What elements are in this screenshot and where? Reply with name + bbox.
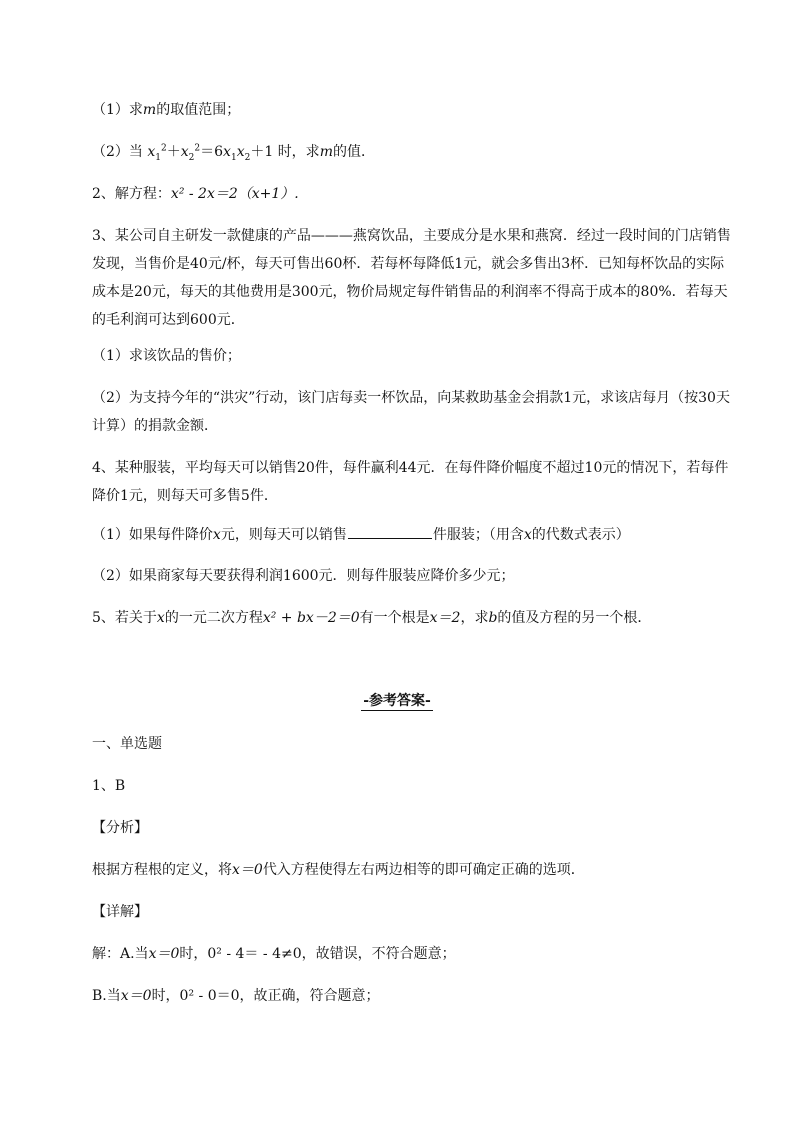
- analysis-text: 根据方程根的定义，将x＝0代入方程使得左右两边相等的即可确定正确的选项．: [92, 862, 585, 878]
- q5-equation: x² + bx－2＝0: [262, 610, 360, 626]
- q5: 5、若关于x的一元二次方程x² + bx－2＝0有一个根是x＝2，求b的值及方程的另一个根．: [92, 610, 652, 626]
- q1-equation: $x_1^2+x_2^2=6x_1x_2+1$: [147, 143, 278, 163]
- q3-sub1: （1）求该饮品的售价；: [92, 348, 241, 364]
- answer-blank[interactable]: [348, 524, 432, 539]
- answer-item: 1、B: [92, 778, 126, 794]
- q1-part2: （2）当 $x_1^2+x_2^2=6x_1x_2+1$ 时，求m的值．: [92, 143, 375, 163]
- q2-equation: x² - 2x＝2（x+1）.: [170, 186, 299, 202]
- q1-part1: （1）求m的取值范围；: [92, 102, 241, 118]
- q4-sub1: （1）如果每件降价x元，则每天可以销售 件服装；（用含x的代数式表示）: [92, 524, 630, 545]
- analysis-tag: 【分析】: [92, 820, 148, 836]
- answers-section: 一、单选题: [92, 736, 162, 752]
- q4-text: 4、某种服装，平均每天可以销售20件，每件赢利44元．在每件降价幅度不超过10元的情况下，若每件降价1元，则每天可多售5件．: [92, 460, 729, 504]
- answers-title: -参考答案-: [0, 690, 794, 711]
- detail-b: B.当x＝0时，0² - 0＝0，故正确，符合题意；: [92, 988, 380, 1004]
- detail-a: 解：A.当x＝0时，0² - 4＝ - 4≠0，故错误，不符合题意；: [92, 946, 456, 962]
- q2: 2、解方程：x² - 2x＝2（x+1）.: [92, 186, 299, 202]
- q3-text: 3、某公司自主研发一款健康的产品———燕窝饮品，主要成分是水果和燕窝．经过一段时间的门店销售发现，当售价是40元/杯，每天可售出60杯．若每杯每降低1元，就会多售出3杯．已知每杯饮品的实际成本是20元，每天的其他费用是300元，物价局规定每件销售品的利润率不得高于成本的80%．若每天的毛利润可达到600元．: [92, 228, 731, 328]
- q3-sub2: （2）为支持今年的“洪灾”行动，该门店每卖一杯饮品，向某救助基金会捐款1元，求该店每月（按30天计算）的捐款金额．: [92, 390, 730, 434]
- detail-tag: 【详解】: [92, 904, 148, 920]
- q4-sub2: （2）如果商家每天要获得利润1600元．则每件服装应降价多少元；: [92, 568, 515, 584]
